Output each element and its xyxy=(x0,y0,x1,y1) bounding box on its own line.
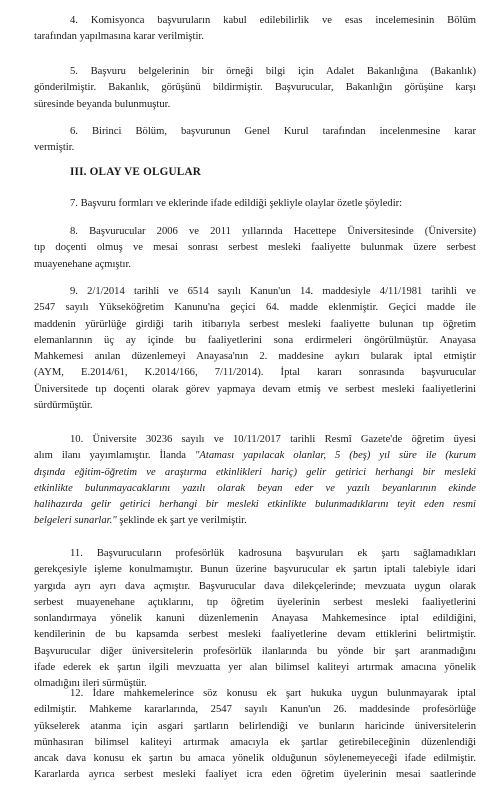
paragraph-line: münhasıran bilimsel kaliteyi artırmak amacıyla ek şartlar getirebileceğinin düzenlendiği xyxy=(34,736,476,748)
paragraph-line: kendilerinin de bu kapsamda serbest mesleki faaliyetlerine devam ettiklerini belirtmiştir. xyxy=(34,629,476,641)
paragraph-line: edilmiştir. Mahkeme kararlarında, 2547 sayılı Kanun'un 26. maddesinde profesörlüğe xyxy=(34,704,476,716)
paragraph-line: 5. Başvuru belgelerinin bir örneği bilgi için Adalet Bakanlığına (Bakanlık) xyxy=(70,66,476,77)
paragraph-line: gerekçesiyle işleme konulmamıştır. Bunun üzerine başvurucular ek şartın iptali talebiyle idari xyxy=(34,564,476,576)
paragraph-line: Başvurucular diğer üniversitelerin profesörlük ilanlarında bu yönde bir şart aranmadığını xyxy=(34,645,476,657)
paragraph-line: maddenin yürürlüğe girdiği tarih itibarıyla serbest mesleki faaliyette bulunan tıp öğretim xyxy=(34,318,476,330)
paragraph-line: ancak dava konusu ek şartın bu amaca yönelik olduğunun söylenemeyeceği ifade edilmiştir. xyxy=(34,753,476,765)
paragraph-line: elemanlarının üç ay içinde bu faaliyetlerini sona erdirmeleri öngörülmüştür. Anayasa xyxy=(34,334,476,346)
paragraph-line: Üniversitede tıp doçenti olarak görev yapmaya devam etmiş ve serbest mesleki faaliyetlerini xyxy=(34,383,476,395)
paragraph-line: olmadığını ileri sürmüştür. xyxy=(34,678,147,690)
paragraph-line: 6. Birinci Bölüm, başvurunun Genel Kurul tarafından incelenmesine karar xyxy=(70,126,476,137)
paragraph-line: yükselerek atanma için asgari şartların belirlendiği ve bunların haricinde üniversitelerin xyxy=(34,720,476,732)
paragraph-line: tıp doçenti olmuş ve mesai sonrası serbest mesleki faaliyette bulunmak üzere serbest xyxy=(34,242,476,254)
quoted-condition-text: etkinlikte bulunmayacaklarını yazılı olarak beyan eder ve yazılı beyanlarının ekinde xyxy=(34,482,476,494)
quoted-condition-text: belgeleri sunarlar." xyxy=(34,515,117,527)
paragraph-7 xyxy=(34,196,476,212)
quoted-condition-text: halihazırda gelir getirici herhangi bir mesleki etkinlikte bulunmadıklarını teyit eden resmi xyxy=(34,499,476,511)
paragraph-line: vermiştir. xyxy=(34,142,75,154)
paragraph-line: serbest muayenehane açtıklarını, tıp öğretim üyelerinin serbest mesleki faaliyetlerini xyxy=(34,596,476,608)
quoted-condition-text: "Ataması yapılacak olanlar, 5 (beş) yıl süre ile (kurum xyxy=(194,450,476,462)
paragraph-line: süresinde beyanda bulunmuştur. xyxy=(34,98,171,110)
paragraph-4 xyxy=(34,13,476,46)
paragraph-line: 10. Üniversite 30236 sayılı ve 10/11/2017 tarihli Resmî Gazete'de öğretim üyesi xyxy=(70,434,476,445)
paragraph-line xyxy=(34,448,476,464)
paragraph-line: Kararlarda ayrıca serbest mesleki faaliyet icra eden öğretim üyelerinin mesai saatlerinde xyxy=(34,769,476,781)
quoted-condition-text: dışında eğitim-öğretim ve araştırma etkinlikleri hariç) gelir getirici herhangi bir mesleki xyxy=(34,466,476,478)
paragraph-5 xyxy=(34,64,476,113)
paragraph-9 xyxy=(34,284,476,414)
paragraph-12 xyxy=(34,686,476,784)
paragraph-line: (AYM, E.2014/61, K.2014/166, 7/11/2014). İptal kararı sonrasında başvurucular xyxy=(34,367,476,379)
section-heading: III. OLAY VE OLGULAR xyxy=(70,166,202,178)
paragraph-line xyxy=(34,513,476,529)
paragraph-8 xyxy=(34,224,476,273)
paragraph-line: tarafından yapılmasına karar verilmiştir. xyxy=(34,31,205,43)
plain-text: şeklinde ek şart ye verilmiştir. xyxy=(116,515,247,527)
paragraph-line: ifade ederek ek şartın ilgili mevzuatta yer alan bilimsel kaliteyi artırmak amacına yönelik xyxy=(34,662,476,674)
paragraph-6 xyxy=(34,124,476,157)
paragraph-line: muayenehane açmıştır. xyxy=(34,258,132,270)
paragraph-line: 9. 2/1/2014 tarihli ve 6514 sayılı Kanun'un 14. maddesiyle 4/11/1981 tarihli ve xyxy=(70,286,476,297)
paragraph-line: sonlandırmaya yönelik kanuni düzenlemenin Anayasa Mahkemesince iptal edildiğini, xyxy=(34,613,476,625)
paragraph-line: 2547 sayılı Yükseköğretim Kanunu'na geçici 64. madde eklenmiştir. Geçici madde ile xyxy=(34,302,476,314)
paragraph-line: 8. Başvurucular 2006 ve 2011 yıllarında Hacettepe Üniversitesinde (Üniversite) xyxy=(70,226,476,237)
paragraph-line: gönderilmiştir. Bakanlık, görüşünü bildirmiştir. Başvurucular, Bakanlığın görüşüne karşı xyxy=(34,82,476,94)
paragraph-line: 11. Başvurucuların profesörlük kadrosuna başvuruları ek şartı sağlamadıkları xyxy=(70,548,476,559)
paragraph-11 xyxy=(34,546,476,693)
paragraph-10 xyxy=(34,432,476,530)
paragraph-line: sürdürmüştür. xyxy=(34,400,93,412)
paragraph-line: 12. İdare mahkemelerince söz konusu ek şart hukuka uygun bulunmayarak iptal xyxy=(70,688,476,699)
paragraph-line: yargıda ayrı ayrı dava açmıştır. Başvurucular dava dilekçelerinde; mevzuata uygun olarak xyxy=(34,580,476,592)
plain-text: alım ilanı yayımlamıştır. İlanda xyxy=(34,450,195,462)
paragraph-line: 7. Başvuru formları ve eklerinde ifade edildiği şekliyle olaylar özetle şöyledir: xyxy=(70,198,403,209)
paragraph-line: 4. Komisyonca başvuruların kabul edilebilirlik ve esas incelemesinin Bölüm xyxy=(70,15,476,26)
paragraph-line: Mahkemesi anılan düzenlemeyi Anayasa'nın 2. maddesine aykırı bularak iptal etmiştir xyxy=(34,351,476,363)
